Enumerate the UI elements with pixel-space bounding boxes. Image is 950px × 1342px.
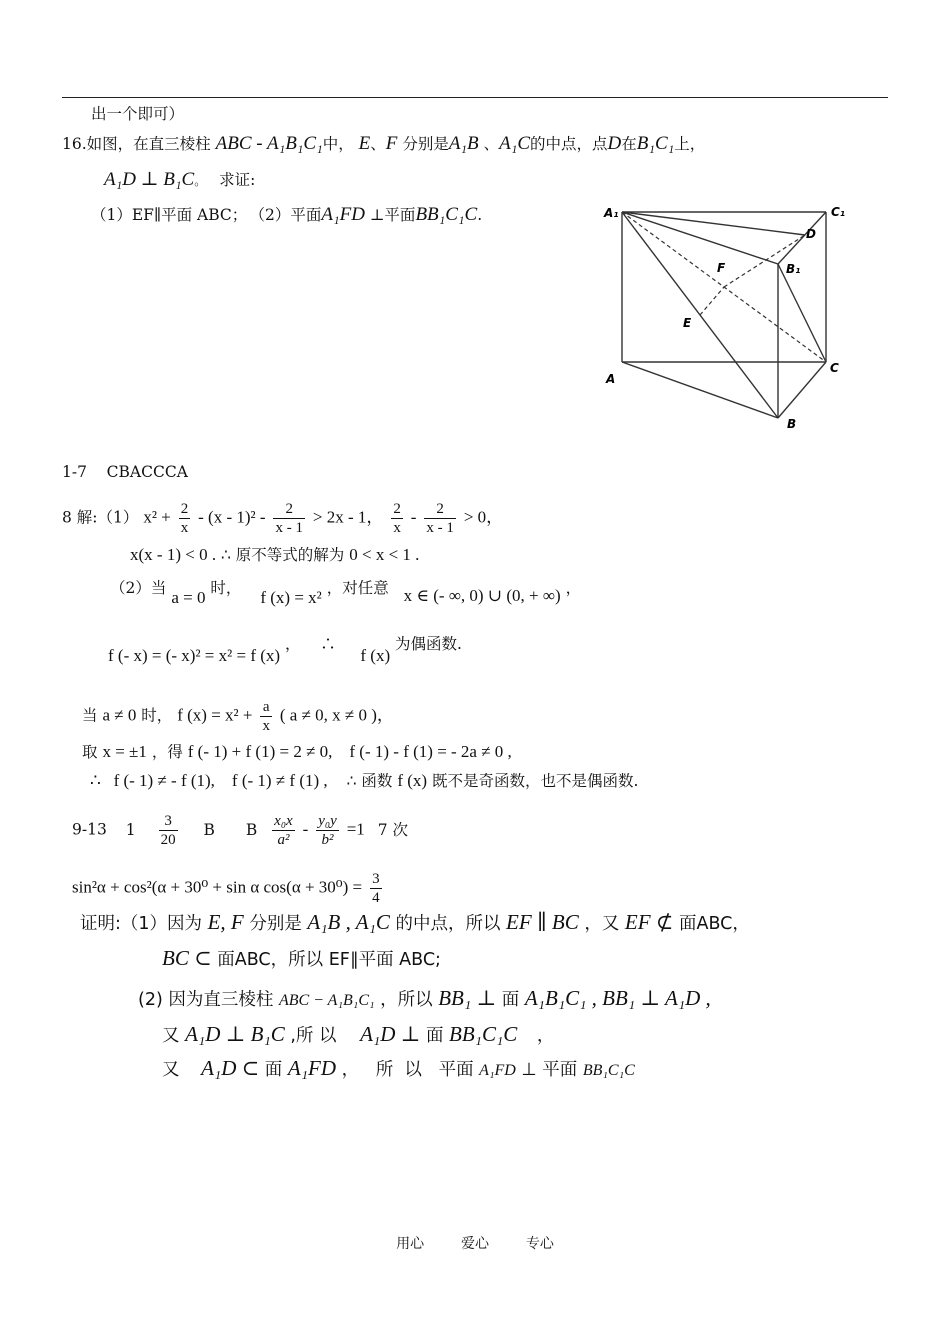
frac-num: y₀y (318, 813, 337, 829)
q8-text: 既不是奇函数，也不是偶函数. (432, 772, 639, 790)
label-b1: B₁ (786, 262, 801, 276)
math: BB₁ ⊥ (438, 986, 497, 1010)
proof-line-2 (162, 948, 441, 970)
continued-text (91, 104, 184, 124)
math: ∴ f (- 1) ≠ - f (1), f (- 1) ≠ f (1) , (90, 771, 328, 790)
frac-den: 20 (160, 832, 176, 848)
math: f (x) (397, 771, 428, 790)
part-2: （2）平面 (257, 206, 322, 224)
fraction (273, 500, 305, 537)
perp-text: ⊥平面 (369, 206, 416, 224)
q16-line-1 (62, 134, 705, 154)
q8-text: ， ∴ (285, 635, 356, 653)
q8-text: ，得 (151, 743, 183, 761)
fraction (424, 500, 456, 537)
frac-den: x (393, 520, 401, 536)
q8-line-6 (82, 742, 512, 762)
proof-text: 又 (162, 1026, 180, 1046)
q8-line-4 (108, 634, 462, 665)
plane-a1fd: A₁FD (321, 204, 365, 225)
page-footer (0, 1233, 950, 1253)
math: A₁FD (287, 1056, 336, 1080)
proof-line-3 (138, 988, 711, 1011)
q8-text: ，对任意 (326, 579, 389, 597)
question-number: 16. (62, 135, 87, 153)
math: > 2x - 1， (312, 507, 384, 527)
math: f (x) = x² (260, 588, 322, 607)
edge-a1b1 (622, 212, 778, 264)
q16-line-2 (104, 170, 255, 191)
frac-den: x - 1 (426, 520, 454, 536)
point-d: D (607, 133, 622, 154)
math: A₁D ⊥ B₁C (185, 1022, 285, 1046)
proof-line-5 (162, 1058, 635, 1081)
proof-text: ， 所 以 平面 (341, 1060, 474, 1080)
math: A₁B₁C₁ , BB₁ ⊥ A₁D , (524, 986, 711, 1010)
frac-den: x - 1 (275, 520, 303, 536)
label-a: A (606, 372, 616, 386)
part-1: （1）EF∥平面 ABC； (91, 206, 248, 224)
math: x² + (143, 507, 171, 527)
math: x = ±1 (102, 742, 147, 761)
label-d: D (806, 227, 816, 241)
q16-line-3 (91, 205, 482, 225)
frac-num: 3 (164, 813, 172, 829)
label-b: B (787, 417, 797, 431)
proof-text: 证明:（1）因为 (80, 914, 203, 934)
header-rule (62, 97, 888, 98)
answer-12: B (245, 820, 258, 839)
edge-ab (622, 362, 778, 418)
math: f (- 1) + f (1) = 2 ≠ 0, f (- 1) - f (1) = - 2a ≠ 0 , (187, 742, 512, 761)
label-e: E (683, 316, 692, 330)
q8-text: 时， (141, 706, 173, 725)
answer-13-frac2 (316, 812, 339, 849)
answers-1-7-text: 1-7 CBACCCA (62, 463, 188, 481)
q8-line-7 (90, 771, 638, 791)
edge-b1c (778, 264, 826, 362)
math: > 0， (463, 507, 504, 527)
prism-figure (600, 200, 860, 435)
q8-text: 当 (82, 706, 98, 725)
answer-13-frac1 (272, 812, 295, 849)
math: x ∈ (- ∞, 0) ∪ (0, + ∞) (403, 586, 561, 605)
proof-text: ,所 以 (290, 1026, 337, 1046)
math: f (- x) = (- x)² = x² = f (x) (108, 646, 281, 665)
continued-label: 出一个即可） (91, 105, 185, 123)
q8-line-2 (130, 545, 419, 565)
math: BB₁C₁C (582, 1062, 635, 1079)
proof-text: 分别是 (249, 914, 302, 934)
proof-text: (2) 因为直三棱柱 (138, 990, 274, 1010)
q16-text: 的中点，点 (530, 135, 608, 153)
segment-a1c: A₁C (499, 133, 530, 154)
math: f (x) (360, 646, 391, 665)
math: f (x) = x² + (177, 705, 253, 725)
proof-text: 面ABC， (679, 914, 750, 934)
proof-text: 面ABC，所以 EF∥平面 ABC; (217, 950, 441, 970)
q8-text: ， (565, 579, 582, 597)
frac-den: 4 (372, 890, 380, 906)
answers-1-7 (62, 462, 188, 482)
dashed-ef (700, 287, 724, 315)
q16-text: 分别是 (402, 135, 449, 153)
proof-text: 的中点，所以 (395, 914, 501, 934)
dashed-fd (724, 235, 805, 287)
edge-a1d (622, 212, 805, 235)
frac-num: x₀x (274, 813, 293, 829)
math: ABC − A₁B₁C₁ (278, 992, 375, 1009)
math: E, F (207, 910, 244, 934)
q8-line-1 (62, 500, 503, 537)
q16-text: 中， (322, 135, 354, 153)
q8-line-5 (82, 698, 394, 735)
edge-b1c1 (778, 212, 826, 264)
label-f: F (717, 261, 726, 275)
math: BC ⊂ (162, 946, 212, 970)
q16-text: 。 (194, 174, 207, 188)
answers-label: 9-13 (72, 820, 107, 839)
math: EF ∥ BC (506, 910, 579, 934)
point-e: E (358, 133, 371, 154)
fraction (370, 870, 382, 907)
frac-num: a (262, 699, 270, 715)
math: EF ⊄ (624, 910, 674, 934)
q8-text: ∴ 函数 (346, 772, 393, 790)
label-a1: A₁ (604, 206, 619, 220)
q16-intro: 如图，在直三棱柱 (86, 135, 211, 153)
footer-text: 用心 爱心 专心 (396, 1236, 554, 1252)
frac-den: b² (316, 830, 339, 849)
frac-num: 2 (393, 501, 401, 517)
solution-text: ∴ 原不等式的解为 (221, 546, 345, 564)
proof-text: ， (536, 1026, 555, 1046)
proof-text: ，所以 (380, 990, 433, 1010)
math: - (x - 1)² - (198, 507, 266, 527)
frac-den: x (180, 520, 189, 536)
label-c1: C₁ (831, 205, 846, 219)
math: - (410, 507, 417, 527)
math: BB₁C₁C (449, 1022, 518, 1046)
point-f: F (385, 133, 398, 154)
answer-11: B (203, 820, 215, 839)
math: =1 (346, 819, 365, 839)
math: - (302, 819, 309, 839)
proof-line-1 (80, 912, 750, 934)
frac-num: 2 (285, 501, 293, 517)
fraction (179, 500, 191, 537)
edge-bc (778, 362, 826, 418)
q8-text: 时， (210, 579, 242, 597)
math: A₁D ⊥ (360, 1022, 421, 1046)
q8-text: 取 (82, 743, 98, 761)
prove-label: 求证: (219, 171, 256, 189)
trig-expression: sin²α + cos²(α + 30⁰ + sin α cos(α + 30⁰) = (72, 877, 363, 897)
math: ( a ≠ 0, x ≠ 0 )， (279, 705, 394, 725)
proof-text: ，又 (584, 914, 620, 934)
answer-9: 1 (125, 820, 136, 839)
answer-10 (159, 812, 178, 849)
q8-label: 8 解:（1） (62, 508, 139, 527)
q8-line-3 (110, 578, 582, 607)
fraction (260, 698, 272, 735)
trig-line (72, 870, 385, 907)
frac-num: 3 (372, 871, 380, 887)
math: A₁B , A₁C (307, 910, 390, 934)
frac-num: 2 (436, 501, 444, 517)
prism-name: ABC - A₁B₁C₁ (215, 133, 323, 154)
math: x(x - 1) < 0 . (130, 545, 217, 564)
proof-line-4 (162, 1024, 554, 1046)
proof-text: 面 (425, 1026, 444, 1046)
frac-den: x (262, 718, 270, 734)
math: a ≠ 0 (102, 705, 137, 725)
segment-a1b: A₁B (448, 133, 479, 154)
plane-bb1c1c: BB₁C₁C (415, 204, 478, 225)
math: A₁D ⊂ (201, 1056, 260, 1080)
frac-den: a² (272, 830, 295, 849)
segment-b1c1: B₁C₁ (636, 133, 675, 154)
q16-text: 上， (674, 135, 706, 153)
proof-text: ⊥ 平面 (521, 1060, 578, 1080)
math: A₁FD (479, 1062, 516, 1079)
proof-text: 面 (501, 990, 520, 1010)
q8-text: （2）当 (110, 579, 167, 597)
q16-text: 在 (621, 135, 637, 153)
q16-text: . (477, 206, 483, 224)
q8-text: 为偶函数. (395, 635, 462, 653)
q16-text: 、 (483, 135, 500, 153)
proof-text: 面 (264, 1060, 283, 1080)
frac-num: 2 (180, 501, 189, 517)
q16-text: 、 (370, 135, 386, 153)
condition: A₁D ⊥ B₁C (104, 169, 195, 190)
math: 0 < x < 1 . (349, 545, 420, 564)
label-c: C (830, 361, 839, 375)
fraction (391, 500, 403, 537)
answers-9-13 (72, 812, 408, 849)
answer-14: 7 次 (377, 820, 409, 839)
proof-text: 又 (162, 1060, 180, 1080)
math: a = 0 (171, 588, 206, 607)
